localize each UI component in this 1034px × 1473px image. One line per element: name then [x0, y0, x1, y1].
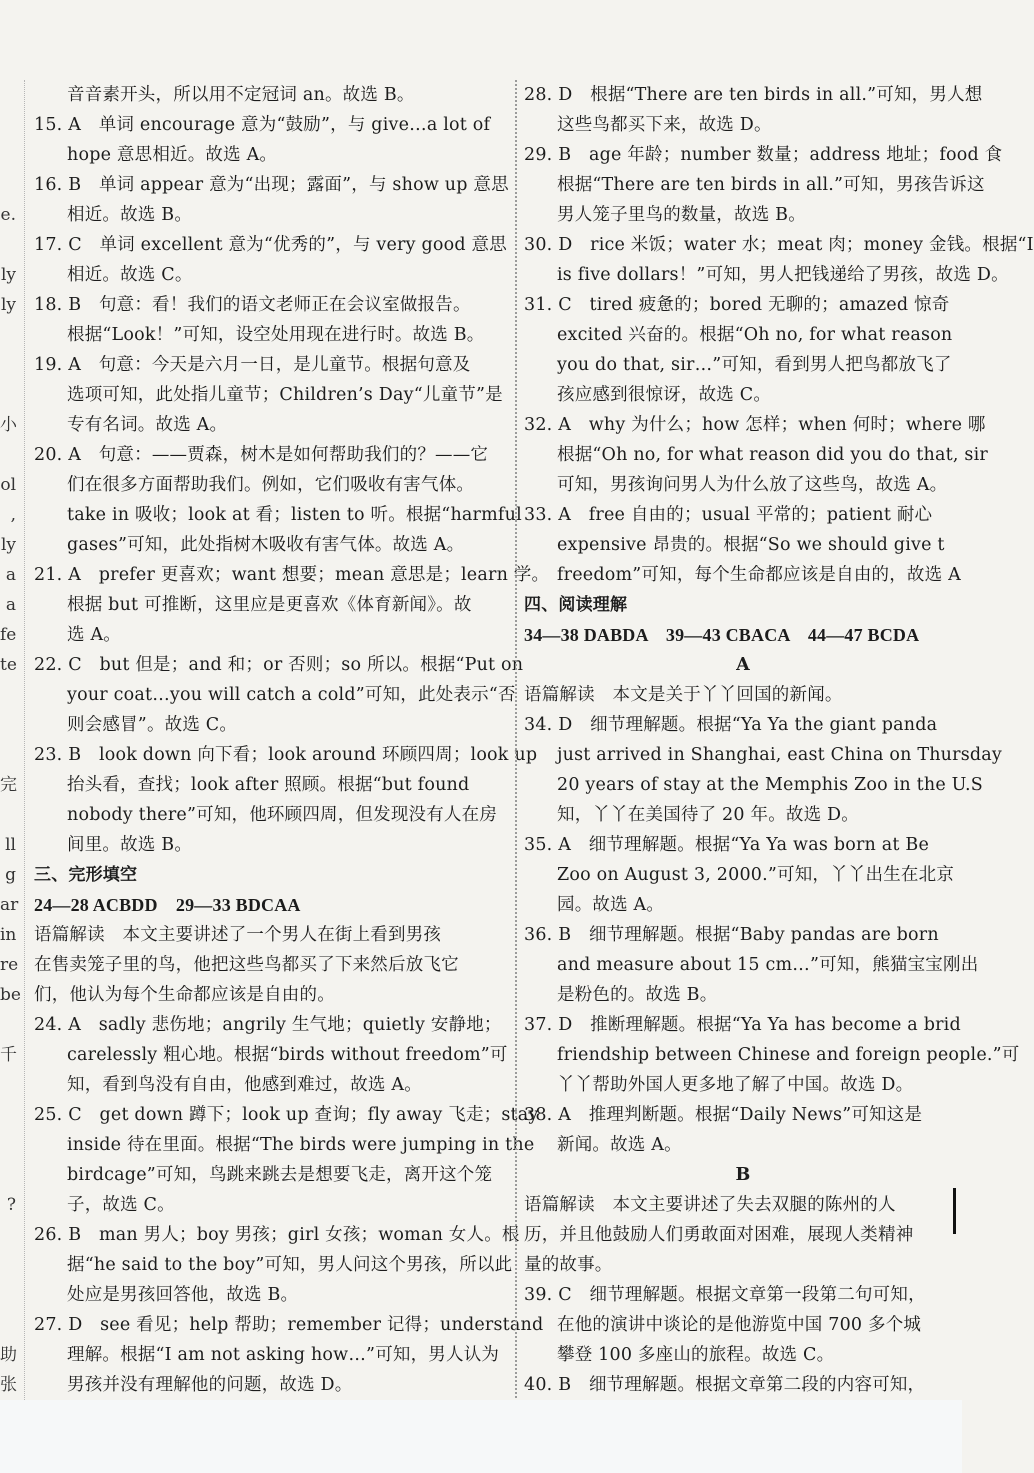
left-column-line: 据“he said to the boy”可知，男人问这个男孩，所以此 [67, 1255, 513, 1275]
left-column-line: 23. B look down 向下看；look around 环顾四周；look up [34, 745, 538, 765]
edge-fragment: a [5, 595, 16, 615]
left-column-line: 理解。根据“I am not asking how…”可知，男人认为 [67, 1345, 500, 1365]
right-column-line: 是粉色的。故选 B。 [557, 985, 718, 1005]
left-column-line: 25. C get down 蹲下；look up 查询；fly away 飞走；stay [34, 1105, 539, 1125]
right-column-line: 34. D 细节理解题。根据“Ya Ya the giant panda [524, 715, 938, 735]
edge-fragment: ol [0, 475, 16, 495]
left-column-line: hope 意思相近。故选 A。 [67, 145, 278, 165]
left-column-line: 16. B 单词 appear 意为“出现；露面”，与 show up 意思 [34, 175, 509, 195]
right-column-line: 丫丫帮助外国人更多地了解了中国。故选 D。 [557, 1075, 914, 1095]
right-column-line: friendship between Chinese and foreign people.”可 [557, 1045, 1020, 1065]
left-column-line: take in 吸收；look at 看；listen to 听。根据“harmful [67, 505, 522, 525]
left-column-line: 18. B 句意：看！我们的语文老师正在会议室做报告。 [34, 295, 471, 315]
left-column-line: 则会感冒”。故选 C。 [67, 715, 238, 735]
right-column-line: 28. D 根据“There are ten birds in all.”可知，男人想 [524, 85, 983, 105]
left-column-line: carelessly 粗心地。根据“birds without freedom”可 [67, 1045, 508, 1065]
left-column-line: 相近。故选 B。 [67, 205, 193, 225]
edge-fragment [0, 710, 16, 740]
right-column-line: 32. A why 为什么；how 怎样；when 何时；where 哪 [524, 415, 986, 435]
right-column-line: 知，丫丫在美国待了 20 年。故选 D。 [557, 805, 859, 825]
left-column-line: 21. A prefer 更喜欢；want 想要；mean 意思是；learn 学。 [34, 565, 550, 585]
edge-fragment: be [0, 985, 21, 1005]
left-column-line: birdcage”可知，鸟跳来跳去是想要飞走，离开这个笼 [67, 1165, 493, 1185]
edge-fragment: ly [0, 535, 16, 555]
edge-fragment [0, 1310, 16, 1340]
edge-fragment: g [5, 865, 16, 885]
right-column-line: 根据“There are ten birds in all.”可知，男孩告诉这 [557, 175, 985, 195]
right-column-line: 39. C 细节理解题。根据文章第一段第二句可知， [524, 1285, 926, 1305]
edge-fragment [0, 1220, 16, 1250]
left-column-line: 们，他认为每个生命都应该是自由的。 [34, 985, 335, 1005]
right-column-line: freedom”可知，每个生命都应该是自由的，故选 A [557, 565, 961, 585]
right-column-line: Zoo on August 3, 2000.”可知，丫丫出生在北京 [557, 865, 955, 885]
left-column-line: inside 待在里面。根据“The birds were jumping in the [67, 1135, 535, 1155]
edge-fragment: te [0, 655, 17, 675]
left-column-line: 22. C but 但是；and 和；or 否则；so 所以。根据“Put on [34, 655, 524, 675]
right-column-line: is five dollars！”可知，男人把钱递给了男孩，故选 D。 [557, 265, 1009, 285]
edge-fragment [0, 110, 16, 140]
right-column-line: 四、阅读理解 [524, 595, 628, 615]
right-column-line: 语篇解读 本文是关于丫丫回国的新闻。 [524, 685, 843, 705]
edge-fragment: , [10, 505, 16, 525]
right-column-line: 36. B 细节理解题。根据“Baby pandas are born [524, 925, 939, 945]
right-column-line: expensive 昂贵的。根据“So we should give t [557, 535, 945, 555]
right-column-line: 33. A free 自由的；usual 平常的；patient 耐心 [524, 505, 933, 525]
left-column-line: 17. C 单词 excellent 意为“优秀的”，与 very good 意思 [34, 235, 507, 255]
right-column-line: 根据“Oh no, for what reason did you do that, sir [557, 445, 988, 465]
right-column-line: 20 years of stay at the Memphis Zoo in the U.S [557, 775, 983, 795]
edge-fragment: 千 [0, 1045, 17, 1065]
edge-fragment [0, 380, 16, 410]
bottom-margin [0, 1400, 962, 1473]
left-column-line: 相近。故选 C。 [67, 265, 193, 285]
edge-fragment: fe [0, 625, 17, 645]
right-column-line: 孩应感到很惊讶，故选 C。 [557, 385, 772, 405]
left-margin-divider [24, 80, 25, 1410]
edge-fragment [0, 1280, 16, 1310]
edge-fragment [0, 1100, 16, 1130]
left-column-line: 根据 but 可推断，这里应是更喜欢《体育新闻》。故 [67, 595, 472, 615]
left-column-line: 处应是男孩回答他，故选 B。 [67, 1285, 299, 1305]
edge-fragment [0, 1250, 16, 1280]
edge-fragment: 完 [0, 775, 17, 795]
edge-fragment: ly [0, 295, 16, 315]
left-column-line: 26. B man 男人；boy 男孩；girl 女孩；woman 女人。根 [34, 1225, 520, 1245]
edge-fragment [0, 350, 16, 380]
edge-fragment [0, 230, 16, 260]
right-column-line: excited 兴奋的。根据“Oh no, for what reason [557, 325, 953, 345]
edge-fragment: re [0, 955, 19, 975]
right-column [524, 80, 1034, 1400]
left-column-line: 音音素开头，所以用不定冠词 an。故选 B。 [67, 85, 415, 105]
edge-fragment: 助 [0, 1345, 17, 1365]
right-column-line: 园。故选 A。 [557, 895, 665, 915]
right-column-line: 40. B 细节理解题。根据文章第二段的内容可知， [524, 1375, 926, 1395]
edge-fragment: 张 [0, 1375, 17, 1395]
left-column-line: 20. A 句意：——贾森，树木是如何帮助我们的？——它 [34, 445, 489, 465]
edge-fragment [0, 140, 16, 170]
edge-fragment: ly [0, 265, 16, 285]
left-column-line: 在售卖笼子里的鸟，他把这些鸟都买了下来然后放飞它 [34, 955, 459, 975]
edge-fragment [0, 1010, 16, 1040]
binding-marker [953, 1188, 956, 1234]
left-column-line: 15. A 单词 encourage 意为“鼓励”，与 give…a lot of [34, 115, 491, 135]
left-column-line: 24. A sadly 悲伤地；angrily 生气地；quietly 安静地； [34, 1015, 502, 1035]
edge-fragment [0, 170, 16, 200]
left-column-line: 选项可知，此处指儿童节；Children’s Day“儿童节”是 [67, 385, 503, 405]
edge-fragment [0, 1130, 16, 1160]
right-column-line: 30. D rice 米饭；water 水；meat 肉；money 金钱。根据“I [524, 235, 1034, 255]
edge-fragment [0, 680, 16, 710]
right-column-line: 男人笼子里鸟的数量，故选 B。 [557, 205, 806, 225]
left-column-line: your coat…you will catch a cold”可知，此处表示“否 [67, 685, 516, 705]
edge-fragment: ar [0, 895, 19, 915]
edge-fragment: in [0, 925, 17, 945]
left-column-line: 根据“Look！”可知，设空处用现在进行时。故选 B。 [67, 325, 485, 345]
edge-fragment [0, 1070, 16, 1100]
right-column-line: 这些鸟都买下来，故选 D。 [557, 115, 772, 135]
right-column-line: 35. A 细节理解题。根据“Ya Ya was born at Be [524, 835, 929, 855]
edge-fragment: ll [5, 835, 16, 855]
previous-page-edge-fragments [0, 80, 21, 1400]
right-column-line: 31. C tired 疲惫的；bored 无聊的；amazed 惊奇 [524, 295, 950, 315]
right-column-line: 在他的演讲中谈论的是他游览中国 700 多个城 [557, 1315, 922, 1335]
left-column-line: 选 A。 [67, 625, 122, 645]
column-divider [515, 80, 517, 1410]
left-column-line: 子，故选 C。 [67, 1195, 175, 1215]
left-column [34, 80, 550, 1400]
left-column-line: 男孩并没有理解他的问题，故选 D。 [67, 1375, 353, 1395]
edge-fragment: e. [0, 205, 16, 225]
right-column-line: and measure about 15 cm…”可知，熊猫宝宝刚出 [557, 955, 979, 975]
right-column-line: 新闻。故选 A。 [557, 1135, 682, 1155]
left-column-line: 抬头看，查找；look after 照顾。根据“but found [67, 775, 470, 795]
right-column-line: 29. B age 年龄；number 数量；address 地址；food 食 [524, 145, 1003, 165]
edge-fragment [0, 740, 16, 770]
right-column-line: B [735, 1165, 751, 1185]
edge-fragment [0, 1160, 16, 1190]
edge-fragment [0, 440, 16, 470]
right-column-line: A [736, 655, 750, 675]
edge-fragment: a [5, 565, 16, 585]
left-column-line: nobody there”可知，他环顾四周，但发现没有人在房 [67, 805, 498, 825]
left-column-line: gases”可知，此处指树木吸收有害气体。故选 A。 [67, 535, 465, 555]
left-column-line: 间里。故选 B。 [67, 835, 193, 855]
left-column-line: 三、完形填空 [34, 865, 138, 885]
right-column-line: just arrived in Shanghai, east China on Thursday [557, 745, 1003, 765]
left-column-line: 们在很多方面帮助我们。例如，它们吸收有害气体。 [67, 475, 475, 495]
right-column-line: 38. A 推理判断题。根据“Daily News”可知这是 [524, 1105, 923, 1125]
left-column-line: 专有名词。故选 A。 [67, 415, 228, 435]
right-column-line: 语篇解读 本文主要讲述了失去双腿的陈州的人 [524, 1195, 896, 1215]
right-column-line: 量的故事。 [524, 1255, 613, 1275]
left-column-line: 19. A 句意：今天是六月一日，是儿童节。根据句意及 [34, 355, 471, 375]
right-column-line: 攀登 100 多座山的旅程。故选 C。 [557, 1345, 835, 1365]
right-column-line: 37. D 推断理解题。根据“Ya Ya has become a brid [524, 1015, 961, 1035]
right-column-line: 可知，男孩询问男人为什么放了这些鸟，故选 A。 [557, 475, 948, 495]
right-column-line: 历，并且他鼓励人们勇敢面对困难，展现人类精神 [524, 1225, 914, 1245]
edge-fragment [0, 80, 16, 110]
left-column-line: 24—28 ACBDD 29—33 BDCAA [34, 895, 301, 915]
left-column-line: 语篇解读 本文主要讲述了一个男人在街上看到男孩 [34, 925, 442, 945]
right-column-line: 34—38 DABDA 39—43 CBACA 44—47 BCDA [524, 625, 920, 645]
left-column-line: 知，看到鸟没有自由，他感到难过，故选 A。 [67, 1075, 422, 1095]
edge-fragment [0, 320, 16, 350]
edge-fragment: ? [6, 1195, 16, 1215]
edge-fragment: 小 [0, 415, 17, 435]
right-column-line: you do that, sir…”可知，看到男人把鸟都放飞了 [557, 355, 952, 375]
left-column-line: 27. D see 看见；help 帮助；remember 记得；understand [34, 1315, 544, 1335]
edge-fragment [0, 800, 16, 830]
